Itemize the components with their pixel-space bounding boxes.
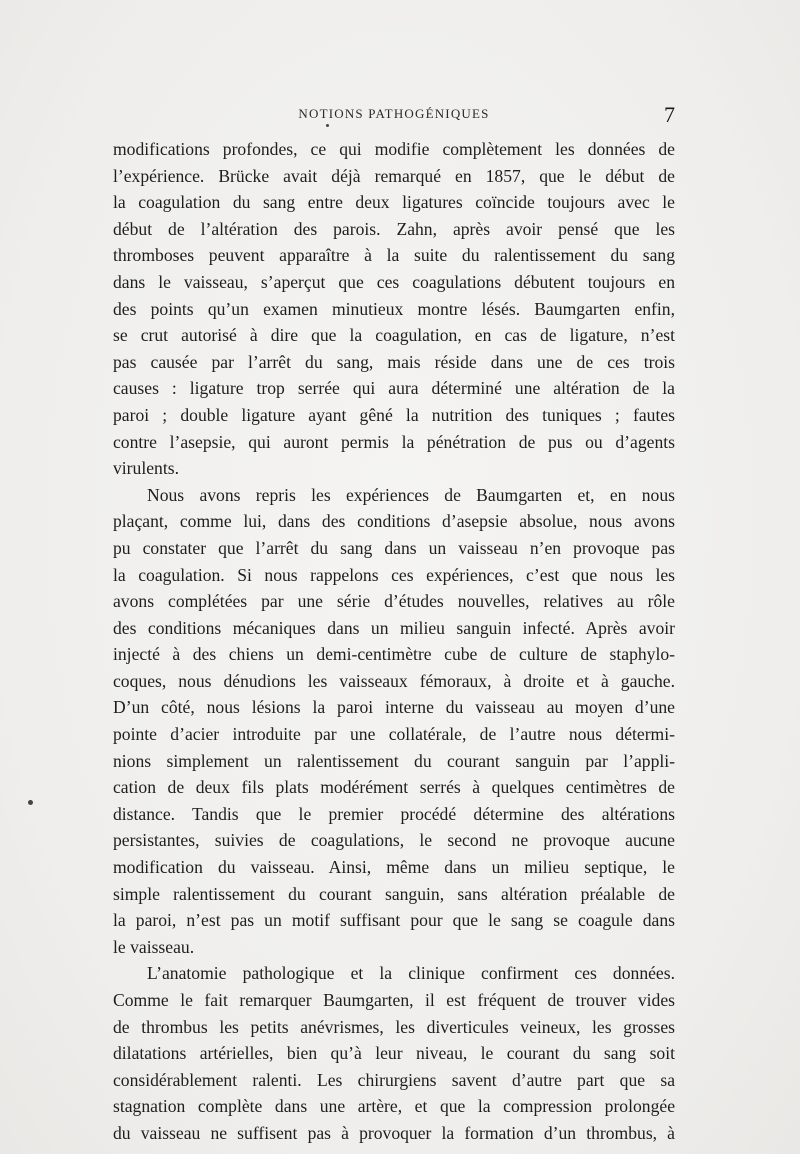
text-line: se crut autorisé à dire que la coagulation, en cas de ligature, n’est [113, 325, 675, 346]
text-line: l’expérience. Brücke avait déjà remarqué en 1857, que le début de [113, 165, 675, 186]
text-line: paroi ; double ligature ayant gêné la nutrition des tuniques ; fautes [113, 404, 675, 425]
text-line: considérablement ralenti. Les chirurgiens savent d’autre part que sa [113, 1069, 675, 1090]
text-line: la coagulation du sang entre deux ligatures coïncide toujours avec le [113, 192, 675, 213]
text-line: dilatations artérielles, bien qu’à leur niveau, le courant du sang soit [113, 1043, 675, 1064]
text-line: du vaisseau ne suffisent pas à provoquer la formation d’un thrombus, à [113, 1122, 675, 1143]
paragraph-start-line: L’anatomie pathologique et la clinique confirment ces données. [147, 963, 675, 984]
text-line: cation de deux fils plats modérément serrés à quelques centimètres de [113, 777, 675, 798]
ink-speck [28, 800, 33, 805]
paragraph-start-line: Nous avons repris les expériences de Baumgarten et, en nous [147, 484, 675, 505]
body-text [113, 136, 675, 1147]
text-line: contre l’asepsie, qui auront permis la pénétration de pus ou d’agents [113, 431, 675, 452]
text-line: des points qu’un examen minutieux montre lésés. Baumgarten enfin, [113, 298, 675, 319]
text-line: stagnation complète dans une artère, et que la compression prolongée [113, 1096, 675, 1117]
text-line: pas causée par l’arrêt du sang, mais réside dans une de ces trois [113, 351, 675, 372]
text-line: thromboses peuvent apparaître à la suite du ralentissement du sang [113, 245, 675, 266]
ink-speck [326, 124, 329, 127]
page-number: 7 [664, 102, 675, 127]
text-line: simple ralentissement du courant sanguin, sans altération préalable de [113, 883, 675, 904]
paragraph-end-line: virulents. [113, 458, 179, 479]
text-line: des conditions mécaniques dans un milieu sanguin infecté. Après avoir [113, 617, 675, 638]
text-line: avons complétées par une série d’études nouvelles, relatives au rôle [113, 591, 675, 612]
text-line: de thrombus les petits anévrismes, les diverticules veineux, les grosses [113, 1016, 675, 1037]
text-line: pu constater que l’arrêt du sang dans un vaisseau n’en provoque pas [113, 537, 675, 558]
text-line: la coagulation. Si nous rappelons ces expériences, c’est que nous les [113, 564, 675, 585]
text-line: plaçant, comme lui, dans des conditions d’asepsie absolue, nous avons [113, 511, 675, 532]
paragraph-end-line: le vaisseau. [113, 936, 195, 957]
text-line: coques, nous dénudions les vaisseaux fémoraux, à droite et à gauche. [113, 670, 675, 691]
running-title: NOTIONS PATHOGÉNIQUES [298, 106, 490, 121]
text-line: persistantes, suivies de coagulations, le second ne provoque aucune [113, 830, 675, 851]
text-line: Comme le fait remarquer Baumgarten, il est fréquent de trouver vides [113, 990, 675, 1010]
text-line: causes : ligature trop serrée qui aura déterminé une altération de la [113, 378, 675, 399]
text-line: la paroi, n’est pas un motif suffisant pour que le sang se coagule dans [113, 910, 675, 931]
text-line: injecté à des chiens un demi-centimètre cube de culture de staphylo- [113, 644, 675, 665]
text-line: modification du vaisseau. Ainsi, même dans un milieu septique, le [113, 857, 675, 878]
text-line: distance. Tandis que le premier procédé détermine des altérations [113, 803, 675, 824]
text-line: début de l’altération des parois. Zahn, après avoir pensé que les [113, 218, 675, 239]
running-header [113, 104, 675, 128]
text-line: nions simplement un ralentissement du courant sanguin par l’appli- [113, 750, 675, 771]
text-line: pointe d’acier introduite par une collatérale, de l’autre nous détermi- [113, 724, 675, 745]
text-line: D’un côté, nous lésions la paroi interne du vaisseau au moyen d’une [113, 697, 675, 718]
text-line: dans le vaisseau, s’aperçut que ces coagulations débutent toujours en [113, 271, 675, 292]
text-line: modifications profondes, ce qui modifie complètement les données de [113, 139, 675, 159]
